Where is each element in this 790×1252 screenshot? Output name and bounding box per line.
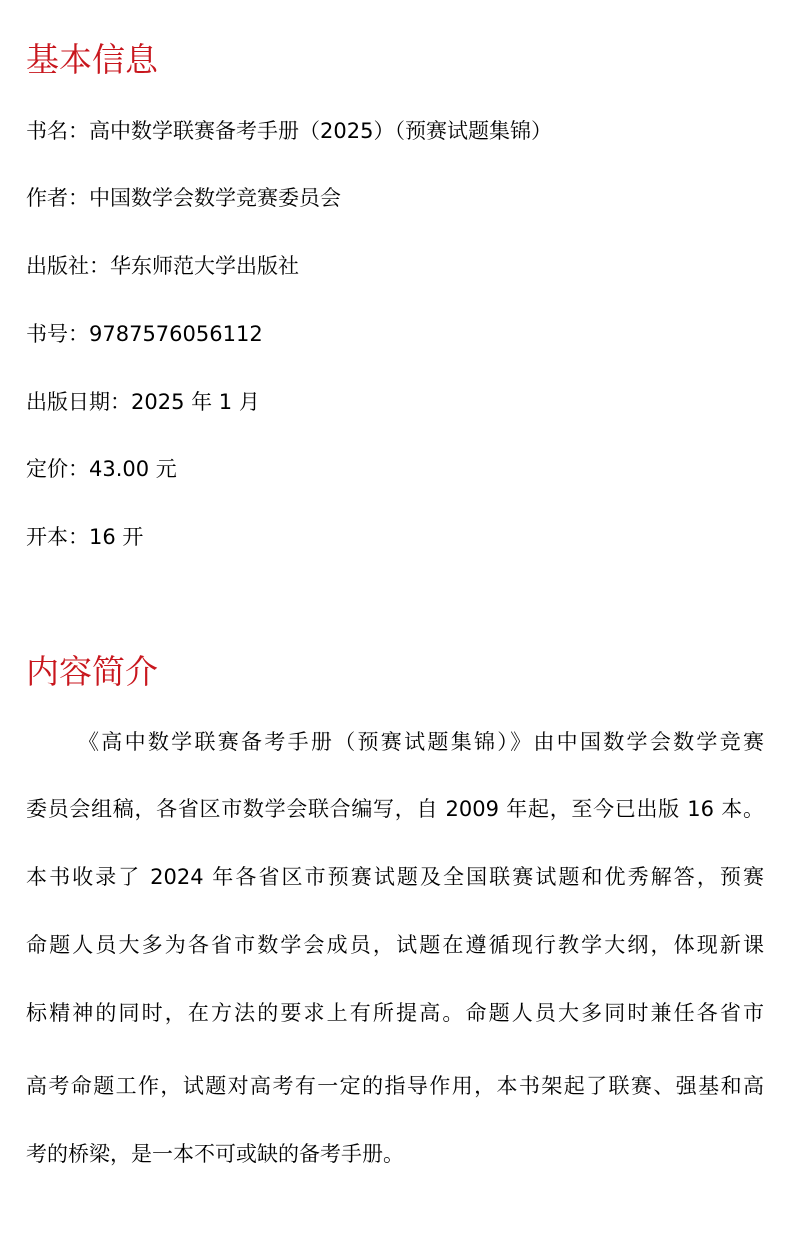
info-label: 书号： [26,322,89,346]
info-value: 43.00 元 [89,457,177,481]
info-row-title [26,117,552,145]
info-row-isbn [26,320,263,348]
basic-info-heading: 基本信息 [26,40,158,79]
intro-line: 本书收录了 2024 年各省区市预赛试题及全国联赛试题和优秀解答，预赛 [26,865,764,889]
info-value: 2025 年 1 月 [131,390,260,414]
info-row-publisher [26,252,299,280]
intro-heading: 内容简介 [26,652,158,691]
info-value: 16 开 [89,525,144,549]
intro-line: 委员会组稿，各省区市数学会联合编写，自 2009 年起，至今已出版 16 本。 [26,797,764,821]
info-value: 华东师范大学出版社 [110,254,299,278]
info-label: 出版社： [26,254,110,278]
info-row-author [26,184,341,212]
info-value: 9787576056112 [89,322,263,346]
info-label: 出版日期： [26,390,131,414]
info-row-price [26,455,177,483]
intro-line: 《高中数学联赛备考手册（预赛试题集锦）》由中国数学会数学竞赛 [78,730,764,754]
info-label: 开本： [26,525,89,549]
info-label: 书名： [26,119,89,143]
info-value: 中国数学会数学竞赛委员会 [89,186,341,210]
intro-line: 标精神的同时，在方法的要求上有所提高。命题人员大多同时兼任各省市 [26,1001,764,1025]
intro-line: 高考命题工作，试题对高考有一定的指导作用，本书架起了联赛、强基和高 [26,1074,764,1098]
intro-line: 考的桥梁，是一本不可或缺的备考手册。 [26,1142,404,1166]
info-row-publish-date [26,388,260,416]
info-row-format [26,523,143,551]
info-value: 高中数学联赛备考手册（2025）（预赛试题集锦） [89,119,552,143]
info-label: 定价： [26,457,89,481]
intro-line: 命题人员大多为各省市数学会成员，试题在遵循现行教学大纲，体现新课 [26,933,764,957]
info-label: 作者： [26,186,89,210]
